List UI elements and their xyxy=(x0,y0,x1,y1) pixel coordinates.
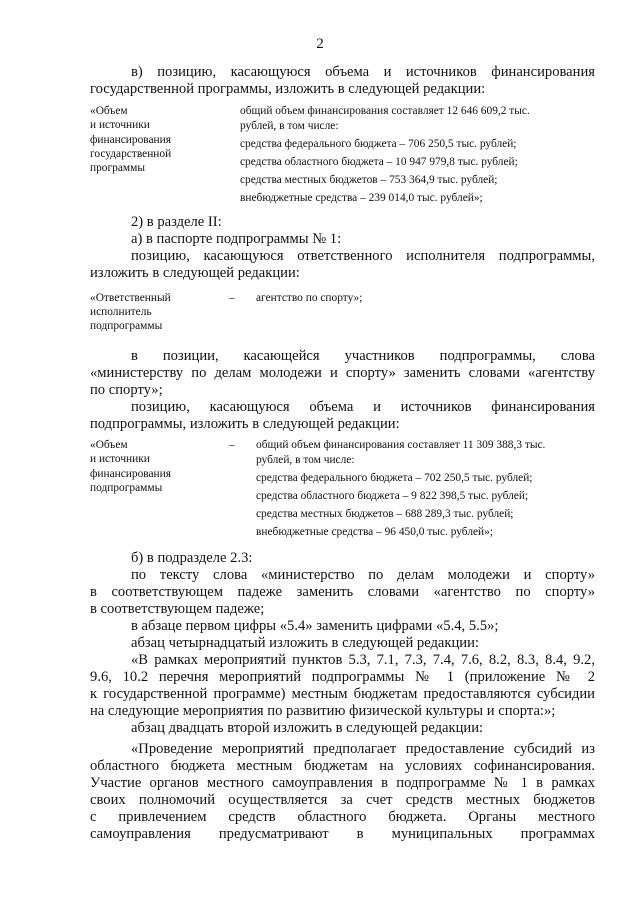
row-value-line: рублей, в том числе: xyxy=(256,454,355,466)
row-value-line: рублей, в том числе: xyxy=(240,120,339,132)
row-dash: – xyxy=(229,292,235,304)
row-value-line: средства федерального бюджета – 706 250,5 тыс. рублей; xyxy=(240,138,517,150)
row-label-line: «Ответственный xyxy=(90,292,171,304)
row-value-line: внебюджетные средства – 96 450,0 тыс. рублей»; xyxy=(256,526,494,538)
paragraph-line: изложить в следующей редакции: xyxy=(90,265,300,281)
paragraph-line: по тексту слова «министерство по делам молодежи и спорту» xyxy=(131,567,595,583)
row-value-line: средства местных бюджетов – 688 289,3 тыс. рублей; xyxy=(256,508,514,520)
row-value-line: средства местных бюджетов – 753 364,9 тыс. рублей; xyxy=(240,174,498,186)
row-value-line: общий объем финансирования составляет 11 309 388,3 тыс. xyxy=(256,439,546,451)
row-label-line: программы xyxy=(90,162,145,174)
row-value-line: средства областного бюджета – 9 822 398,5 тыс. рублей; xyxy=(256,490,529,502)
row-value-line: средства федерального бюджета – 702 250,5 тыс. рублей; xyxy=(256,472,533,484)
paragraph-line: Участие органов местного самоуправления в подпрограмме № 1 в рамках xyxy=(90,775,595,791)
row-label-line: подпрограммы xyxy=(90,482,163,494)
row-value-line: агентство по спорту»; xyxy=(256,292,363,304)
paragraph-line: с привлечением средств областного бюджета. Органы местного xyxy=(90,809,595,825)
paragraph-line: «министерству по делам молодежи и спорту» заменить словами «агентству xyxy=(90,365,595,381)
paragraph-line: а) в паспорте подпрограммы № 1: xyxy=(131,231,342,247)
row-dash: – xyxy=(229,439,235,451)
paragraph-line: в) позицию, касающуюся объема и источников финансирования xyxy=(131,64,595,80)
paragraph-line: абзац четырнадцатый изложить в следующей редакции: xyxy=(131,635,479,651)
row-label-line: финансирования xyxy=(90,468,171,480)
row-label-line: «Объем xyxy=(90,439,128,451)
paragraph-line: в абзаце первом цифры «5.4» заменить цифрами «5.4, 5.5»; xyxy=(131,618,499,634)
paragraph-line: подпрограммы, изложить в следующей редакции: xyxy=(90,416,400,432)
row-value-line: внебюджетные средства – 239 014,0 тыс. рублей»; xyxy=(240,192,483,204)
paragraph-line: в соответствующем падеже; xyxy=(90,601,265,617)
paragraph-line: абзац двадцать второй изложить в следующей редакции: xyxy=(131,720,484,736)
row-value-line: общий объем финансирования составляет 12 646 609,2 тыс. xyxy=(240,105,530,117)
row-label-line: и источники xyxy=(90,453,150,465)
paragraph-line: своих полномочий осуществляется за счет средств местных бюджетов xyxy=(90,792,595,808)
paragraph-line: по спорту»; xyxy=(90,382,163,398)
paragraph-line: «В рамках мероприятий пунктов 5.3, 7.1, 7.3, 7.4, 7.6, 8.2, 8.3, 8.4, 9.2, xyxy=(131,652,595,668)
paragraph-line: 9.6, 10.2 перечня мероприятий подпрограммы № 1 (приложение № 2 xyxy=(90,669,595,685)
paragraph-line: 2) в разделе II: xyxy=(131,214,222,230)
row-label-line: подпрограммы xyxy=(90,320,163,332)
paragraph-line: областного бюджета местным бюджетам на условиях софинансирования. xyxy=(90,758,595,774)
paragraph-line: в позиции, касающейся участников подпрограммы, слова xyxy=(131,348,595,364)
row-label-line: «Объем xyxy=(90,105,128,117)
paragraph-line: позицию, касающуюся объема и источников финансирования xyxy=(131,399,595,415)
row-label-line: финансирования xyxy=(90,134,171,146)
paragraph-line: самоуправления предусматривают в муниципальных программах xyxy=(90,826,595,842)
paragraph-line: позицию, касающуюся ответственного исполнителя подпрограммы, xyxy=(131,248,595,264)
page-number: 2 xyxy=(316,36,324,52)
row-value-line: средства областного бюджета – 10 947 979,8 тыс. рублей; xyxy=(240,156,518,168)
row-label-line: исполнитель xyxy=(90,306,152,318)
paragraph-line: на следующие мероприятия по развитию физической культуры и спорта:»; xyxy=(90,703,556,719)
paragraph-line: б) в подразделе 2.3: xyxy=(131,550,253,566)
paragraph-line: «Проведение мероприятий предполагает предоставление субсидий из xyxy=(131,741,595,757)
paragraph-line: государственной программы, изложить в следующей редакции: xyxy=(90,81,486,97)
row-label-line: и источники xyxy=(90,119,150,131)
paragraph-line: к государственной программе) местным бюджетам предоставляются субсидии xyxy=(90,686,595,702)
paragraph-line: в соответствующем падеже заменить словами «агентство по спорту» xyxy=(90,584,595,600)
row-label-line: государственной xyxy=(90,148,172,160)
